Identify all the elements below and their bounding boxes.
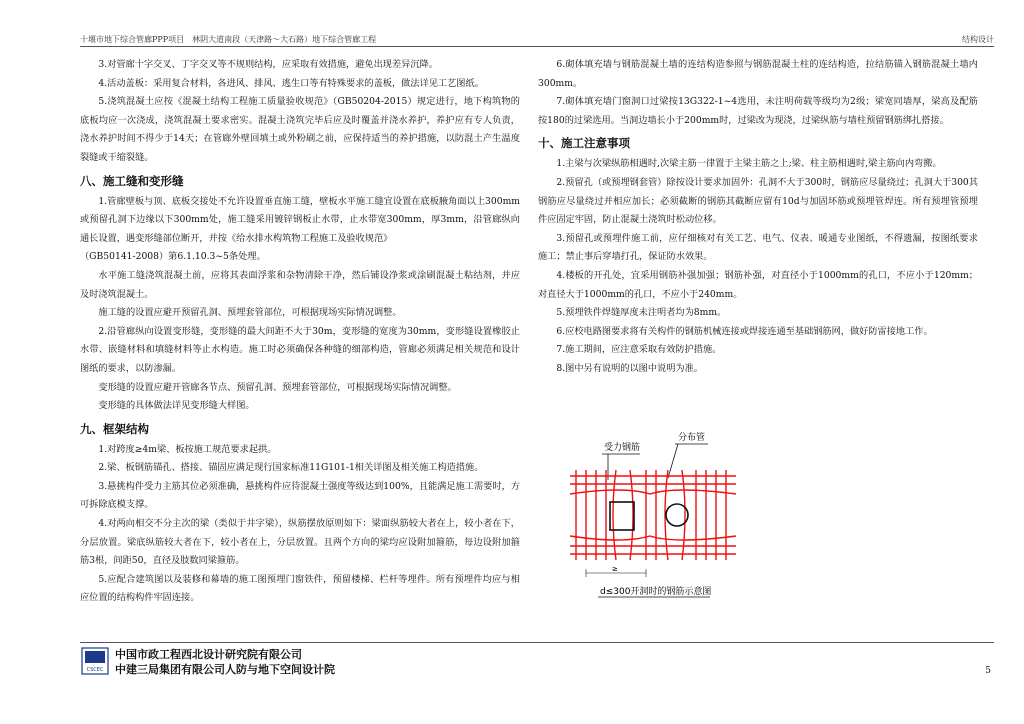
paragraph: 7.施工期间，应注意采取有效防护措施。 (556, 344, 722, 356)
logo-text: CSCEC (86, 667, 104, 673)
paragraph: 6.砌体填充墙与钢筋混凝土墙的连结构造参照与钢筋混凝土柱的连结构造，拉结筋锚入钢筋混凝土墙内300mm。 (538, 59, 978, 89)
footer-rule (80, 642, 994, 643)
paragraph: 5.应配合建筑图以及装修和幕墙的施工图预埋门窗铁件，预留楼梯、栏杆等埋件。所有预埋件均应与相应位置的结构构件牢固连接。 (80, 573, 520, 604)
paragraph: 6.应校电路图要求将有关构件的钢筋机械连接或焊接连通至基础钢筋网，做好防雷接地工作。 (556, 325, 933, 337)
paragraph: 2.沿管廊纵向设置变形缝，变形缝的最大间距不大于30m，变形缝的宽度为30mm，变形缝设置橡胶止水带、嵌缝材料和填缝材料等止水构造。施工时必须确保各种缝的细部构造，管廊必须满足相关规范和设计图纸的要求，以防渗漏。 (80, 325, 520, 374)
paragraph: 4.对两向相交不分主次的梁（类似于井字梁），纵筋摆放原则如下：梁面纵筋较大者在上，较小者在下，分层放置。梁底纵筋较大者在下，较小者在上，分层放置。且两个方向的梁均应设附加箍筋，每边设附加箍筋3根，间距50，直径及肢数同梁箍筋。 (80, 518, 520, 567)
rebar-grid (570, 470, 736, 560)
company-name-2: 中建三局集团有限公司人防与地下空间设计院 (115, 663, 335, 676)
paragraph: 4.活动盖板：采用复合材料，各进风、排风、逃生口等有特殊要求的盖板，做法详见工艺图纸。 (98, 77, 484, 89)
project-title: 十堰市地下综合管廊PPP项目 林阴大道南段（天津路～大石路）地下综合管廊工程 (80, 35, 377, 44)
paragraph: 变形缝的设置应避开管廊各节点、预留孔洞、预埋套管部位，可根据现场实际情况调整。 (98, 381, 457, 393)
figure-caption: d≤300开洞时的钢筋示意图 (600, 587, 712, 597)
paragraph: 5.预埋铁件焊缝厚度未注明者均为8mm。 (556, 307, 727, 319)
paragraph: 2.预留孔（或预埋钢套管）除按设计要求加固外：孔洞不大于300时，钢筋应尽量绕过；孔洞大于300其钢筋应尽量绕过并相应加长；必须截断的钢筋其截断应留有10d与加固环筋或预埋管焊连。所有预埋管预埋件应固定牢固，防止混凝土浇筑时松动位移。 (538, 176, 978, 226)
left-column (80, 56, 520, 608)
section-title: 结构设计 (962, 35, 994, 44)
page-number: 5 (985, 666, 991, 676)
paragraph: （GB50141-2008）第6.1.10.3~5条处理。 (80, 251, 266, 263)
paragraph: 3.悬挑构件受力主筋其位必须准确，悬挑构件应待混凝土强度等级达到100%，且能满足施工需要时，方可拆除底模支撑。 (80, 480, 520, 511)
paragraph: 1.主梁与次梁纵筋相遇时,次梁主筋一律置于主梁主筋之上;梁、柱主筋相遇时,梁主筋向内弯搬。 (556, 158, 942, 170)
page-header (80, 34, 994, 46)
paragraph: 水平施工缝浇筑混凝土前，应将其表面浮浆和杂物清除干净，然后铺设净浆或涂刷混凝土粘结剂，并应及时浇筑混凝土。 (80, 269, 520, 300)
paragraph: 施工缝的设置应避开预留孔洞、预埋套管部位，可根据现场实际情况调整。 (98, 307, 402, 319)
paragraph: 7.砌体填充墙门窗洞口过梁按13G322-1~4选用，未注明荷载等级均为2级；梁宽同墙厚，梁高及配筋按180的过梁选用。当洞边墙长小于200mm时，过梁改为现浇，过梁纵筋与墙柱预留钢筋绑扎搭接。 (538, 96, 978, 126)
paragraph: 4.楼板的开孔处，宜采用钢筋补强加强；钢筋补强，对直径小于1000mm的孔口，不应小于120mm；对直径大于1000mm的孔口，不应小于240mm。 (538, 269, 978, 300)
paragraph: 3.对管廊十字交叉、丁字交叉等不规则结构，应采取有效措施，避免出现差异沉降。 (98, 59, 438, 70)
label-pipe: 分布管 (678, 433, 706, 443)
paragraph: 8.图中另有说明的以图中说明为准。 (556, 362, 703, 374)
paragraph: 1.对跨度≥4m梁、板按施工规范要求起拱。 (98, 443, 277, 455)
section-heading: 十、施工注意事项 (538, 136, 630, 151)
label-rebar: 受力钢筋 (604, 443, 641, 453)
paragraph: 5.浇筑混凝土应按《混凝土结构工程施工质量验收规范》（GB50204-2015）规定进行，地下构筑物的底板均应一次浇成，浇筑混凝土要求密实。混凝土浇筑完毕后应及时覆盖并浇水养护，养护应有专人负责，浇水养护时间不得少于14天；在管廊外壁回填土或外粉刷之前，应保持适当的养护措施，以防混土产生温度裂缝或干缩裂缝。 (80, 96, 520, 163)
right-column (538, 56, 978, 379)
paragraph: 2.梁、板钢筋锚孔、搭接、锚固应满足现行国家标准11G101-1相关详图及相关施工构造措施。 (98, 462, 484, 474)
rebar-opening-figure (540, 432, 752, 602)
paragraph: 3.预留孔或预埋件施工前，应仔细核对有关工艺、电气、仪表、暖通专业图纸，不得遗漏，按图纸要求施工；禁止事后穿墙打孔，保证防水效果。 (538, 232, 978, 263)
section-heading: 八、施工缝和变形缝 (80, 173, 184, 188)
paragraph: 1.管廊壁板与顶、底板交接处不允许设置垂直施工缝，壁板水平施工缝宜设置在底板腋角面以上300mm或预留孔洞下边缘以下300mm处，施工缝采用镀锌钢板止水带，止水带宽300mm，厚3mm，沿管廊纵向通长设置，遇变形缝部位断开，并按《给水排水构筑物工程施工及验收规范》 (80, 195, 520, 244)
company-logo (81, 647, 109, 675)
header-rule (80, 46, 994, 47)
section-heading: 九、框架结构 (80, 421, 149, 436)
company-name-1: 中国市政工程西北设计研究院有限公司 (115, 648, 302, 661)
dimension-text: ≥ (612, 565, 618, 573)
paragraph: 变形缝的具体做法详见变形缝大样图。 (98, 400, 255, 412)
